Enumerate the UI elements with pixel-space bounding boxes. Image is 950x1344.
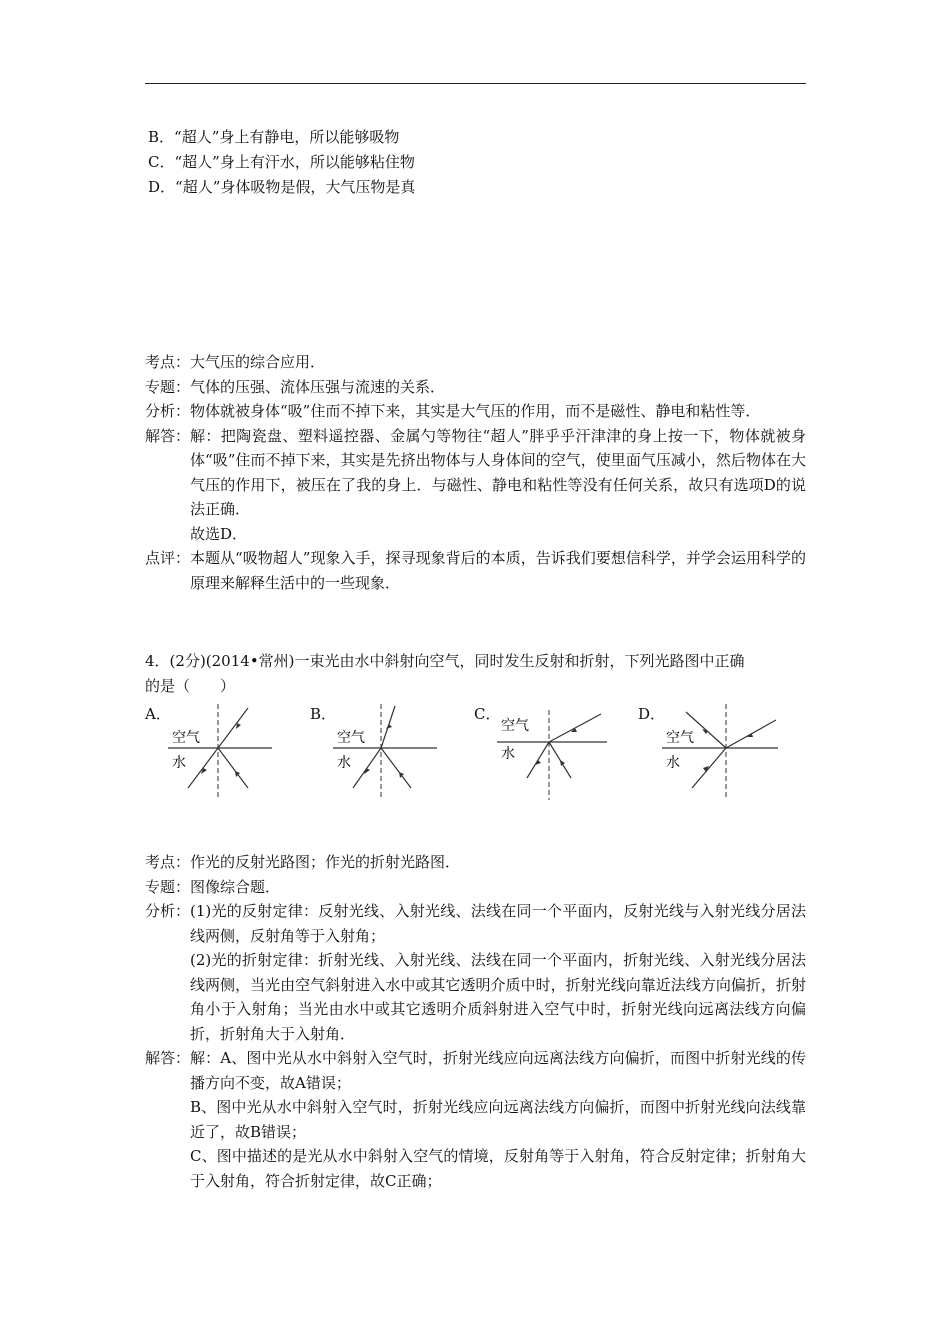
q4-choice-d-label: D． xyxy=(638,705,666,723)
q4-jieda-a: 解：A、图中光从水中斜射入空气时，折射光线应向远离法线方向偏折，而图中折射光线的传播方向不变，故A错误； xyxy=(190,1049,806,1092)
q3-jieda-conclusion: 故选D． xyxy=(190,524,248,543)
q3-jieda: 解答： 解：把陶瓷盘、塑料遥控器、金属勺等物往“超人”胖乎乎汗津津的身上按一下，物体就被身体“吸”住而不掉下来，其实是先挤出物体与人身体间的空气，使里面气压减小，然后物体在大气压的作用下，被压在了我的身上．与磁性、静电和粘性等没有任何关系，故只有选项D的说法正确． 故选D． xyxy=(145,424,806,547)
q4-choice-b-label: B． xyxy=(310,705,337,723)
air-label-c: 空气 xyxy=(501,718,529,734)
water-label-d: 水 xyxy=(666,755,680,771)
q4-jieda-b: B、图中光从水中斜射入空气时，折射光线应向远离法线方向偏折，而图中折射光线向法线靠近了，故B错误； xyxy=(190,1098,806,1141)
q3-fenxi: 分析： 物体就被身体“吸”住而不掉下来，其实是大气压的作用，而不是磁性、静电和粘性等． xyxy=(145,402,761,420)
q3-kaodian: 考点： 大气压的综合应用． xyxy=(145,353,326,371)
q4-choice-c-label: C． xyxy=(474,705,501,723)
q4-fenxi: 分析： (1)光的反射定律：反射光线、入射光线、法线在同一个平面内，反射光线与入射光线分居法线两侧，反射角等于入射角； (2)光的折射定律：折射光线、入射光线、法线在同一个平面内，折射光线、入射光线分居法线两侧，当光由空气斜射进入水中或其它透明介质中时，折射光线向靠近法线方向偏折，折射角小于入射角；当光由水中或其它透明介质斜射进入空气中时，折射光线向远离法线方向偏折，折射角大于入射角． xyxy=(145,899,806,1046)
q4-choice-a-label: A． xyxy=(145,705,171,723)
header-rule xyxy=(145,83,806,84)
q4-kaodian: 考点： 作光的反射光路图；作光的折射光路图． xyxy=(145,853,461,871)
q4-diagram-a xyxy=(168,702,278,802)
q4-stem-line1: 4．(2分)(2014•常州)一束光由水中斜射向空气，同时发生反射和折射，下列光路图中正确 xyxy=(145,652,745,670)
q3-jieda-text: 解：把陶瓷盘、塑料遥控器、金属勺等物往“超人”胖乎乎汗津津的身上按一下，物体就被身体“吸”住而不掉下来，其实是先挤出物体与人身体间的空气，使里面气压减小，然后物体在大气压的作用下，被压在了我的身上．与磁性、静电和粘性等没有任何关系，故只有选项D的说法正确． xyxy=(190,426,806,518)
air-label-b: 空气 xyxy=(337,730,365,746)
q4-jieda-c: C、图中描述的是光从水中斜射入空气的情境，反射角等于入射角，符合反射定律；折射角大于入射角，符合折射定律，故C正确； xyxy=(190,1147,806,1190)
air-label-d: 空气 xyxy=(666,730,694,746)
water-label-b: 水 xyxy=(337,755,351,771)
q4-stem-line2: 的是（ ） xyxy=(145,677,236,695)
option-b: B．“超人”身上有静电，所以能够吸物 xyxy=(148,128,400,146)
q4-fenxi-refraction: (2)光的折射定律：折射光线、入射光线、法线在同一个平面内，折射光线、入射光线分居法线两侧，当光由空气斜射进入水中或其它透明介质中时，折射光线向靠近法线方向偏折，折射角小于入射角；当光由水中或其它透明介质斜射进入空气中时，折射光线向远离法线方向偏折，折射角大于入射角． xyxy=(190,951,806,1043)
q4-diagram-c xyxy=(497,708,612,803)
q3-analysis xyxy=(145,350,806,595)
air-label-a: 空气 xyxy=(172,730,200,746)
q3-dianping: 点评： 本题从“吸物超人”现象入手，探寻现象背后的本质，告诉我们要想信科学，并学会运用科学的原理来解释生活中的一些现象． xyxy=(145,549,806,592)
q4-diagram-b xyxy=(333,702,443,802)
q4-diagram-d xyxy=(662,702,782,802)
q4-fenxi-reflection: (1)光的反射定律：反射光线、入射光线、法线在同一个平面内，反射光线与入射光线分居法线两侧，反射角等于入射角； xyxy=(190,902,806,945)
water-label-c: 水 xyxy=(501,746,515,762)
q4-analysis xyxy=(145,850,806,1193)
option-c: C．“超人”身上有汗水，所以能够粘住物 xyxy=(148,153,415,171)
q3-zhuanti: 专题： 气体的压强、流体压强与流速的关系． xyxy=(145,377,446,396)
option-d: D．“超人”身体吸物是假，大气压物是真 xyxy=(148,178,416,196)
q4-jieda: 解答： 解：A、图中光从水中斜射入空气时，折射光线应向远离法线方向偏折，而图中折射光线的传播方向不变，故A错误； B、图中光从水中斜射入空气时，折射光线应向远离法线方向偏折，而图中折射光线向法线靠近了，故B错误； C、图中描述的是光从水中斜射入空气的情境，反射角等于入射角，符合反射定律；折射角大于入射角，符合折射定律，故C正确； xyxy=(145,1046,806,1193)
water-label-a: 水 xyxy=(172,755,186,771)
q4-zhuanti: 专题： 图像综合题． xyxy=(145,877,281,896)
